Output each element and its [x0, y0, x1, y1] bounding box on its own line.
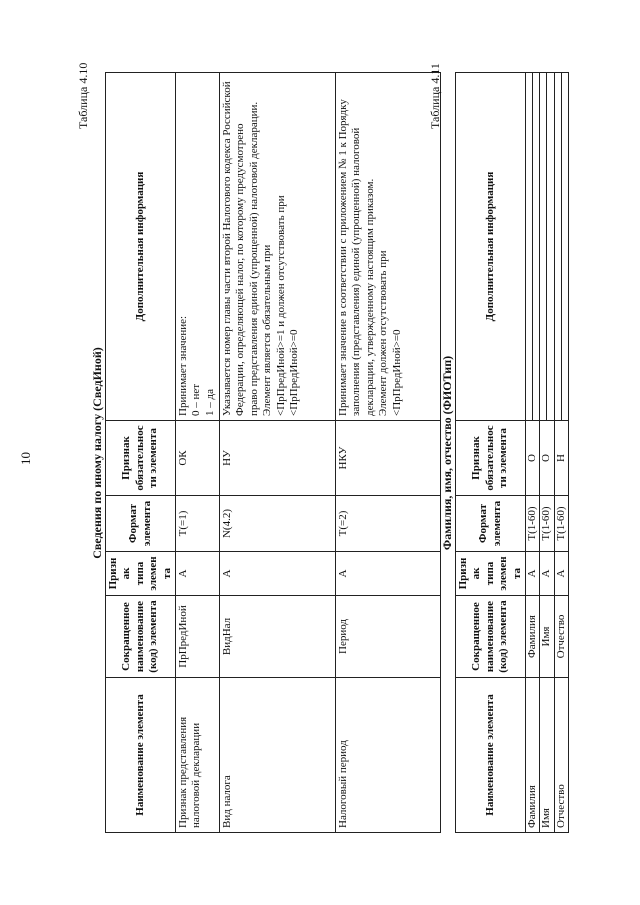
cell-required: ОК [176, 421, 220, 496]
cell-name: Вид налога [220, 678, 336, 833]
table-row [176, 73, 220, 833]
cell-name: Фамилия [526, 678, 540, 833]
header-element-name: Наименование элемента [456, 678, 526, 833]
cell-required: НКУ [336, 421, 441, 496]
cell-type: А [336, 552, 441, 596]
cell-name: Имя [540, 678, 554, 833]
table-row [336, 73, 441, 833]
cell-type: А [554, 552, 568, 596]
header-element-name: Наименование элемента [106, 678, 176, 833]
cell-code: Фамилия [526, 596, 540, 678]
inner-rule [546, 73, 547, 420]
header-element-required: Признак обязательности элемента [106, 421, 176, 496]
cell-format: T(1-60) [540, 496, 554, 552]
header-additional-info: Дополнительная информация [106, 73, 176, 421]
cell-type: А [540, 552, 554, 596]
table-4-10-title: Сведения по иному налогу (СведИной) [90, 347, 104, 559]
cell-required: О [526, 421, 540, 496]
table-4-10-label: Таблица 4.10 [76, 62, 90, 129]
page-number: 10 [18, 452, 33, 465]
table-header-row [106, 73, 176, 833]
cell-name: Признак представления налоговой декларации [176, 678, 220, 833]
cell-type: А [526, 552, 540, 596]
inner-rule [561, 73, 562, 420]
header-element-code: Сокращенное наименование (код) элемента [106, 596, 176, 678]
cell-name: Налоговый период [336, 678, 441, 833]
cell-format: T(=1) [176, 496, 220, 552]
cell-code: Отчество [554, 596, 568, 678]
table-header-row [456, 73, 526, 833]
header-element-required: Признак обязательности элемента [456, 421, 526, 496]
table-row [526, 73, 540, 833]
table-4-11-title: Фамилия, имя, отчество (ФИОТип) [440, 355, 454, 551]
cell-info [526, 73, 540, 421]
cell-required: НУ [220, 421, 336, 496]
header-element-format: Формат элемента [456, 496, 526, 552]
cell-format: T(1-60) [554, 496, 568, 552]
cell-required: Н [554, 421, 568, 496]
cell-code: Имя [540, 596, 554, 678]
header-element-code: Сокращенное наименование (код) элемента [456, 596, 526, 678]
cell-info: Принимает значение в соответствии с приложением № 1 к Порядку заполнения (представления) единой (упрощенной) налоговой декларации, утвержденному настоящим приказом. Элемент должен отсутствовать при <ПрПредИной>=0 [336, 73, 441, 421]
cell-code: ВидНал [220, 596, 336, 678]
header-element-format: Формат элемента [106, 496, 176, 552]
header-element-type: Признак типа элемента [456, 552, 526, 596]
cell-type: А [176, 552, 220, 596]
header-additional-info: Дополнительная информация [456, 73, 526, 421]
cell-code: ПрПредИной [176, 596, 220, 678]
cell-format: T(1-60) [526, 496, 540, 552]
cell-format: N(4.2) [220, 496, 336, 552]
table-4-11 [455, 72, 569, 833]
table-row [540, 73, 554, 833]
cell-name: Отчество [554, 678, 568, 833]
cell-info [554, 73, 568, 421]
table-4-10 [105, 72, 441, 833]
table-row [220, 73, 336, 833]
cell-info [540, 73, 554, 421]
cell-required: О [540, 421, 554, 496]
cell-type: А [220, 552, 336, 596]
table-row [554, 73, 568, 833]
cell-format: T(=2) [336, 496, 441, 552]
cell-code: Период [336, 596, 441, 678]
table-4-11-label: Таблица 4.11 [428, 63, 442, 129]
cell-info: Принимает значение: 0 – нет 1 – да [176, 73, 220, 421]
cell-info: Указывается номер главы части второй Налогового кодекса Российской Федерации, определяющей налог, по которому предусмотрено право представления единой (упрощенной) налоговой декларации. Элемент является обязательным при <ПрПредИной>=1 и должен отсутствовать при <ПрПредИной>=0 [220, 73, 336, 421]
header-element-type: Признак типа элемента [106, 552, 176, 596]
inner-rule [532, 73, 533, 420]
